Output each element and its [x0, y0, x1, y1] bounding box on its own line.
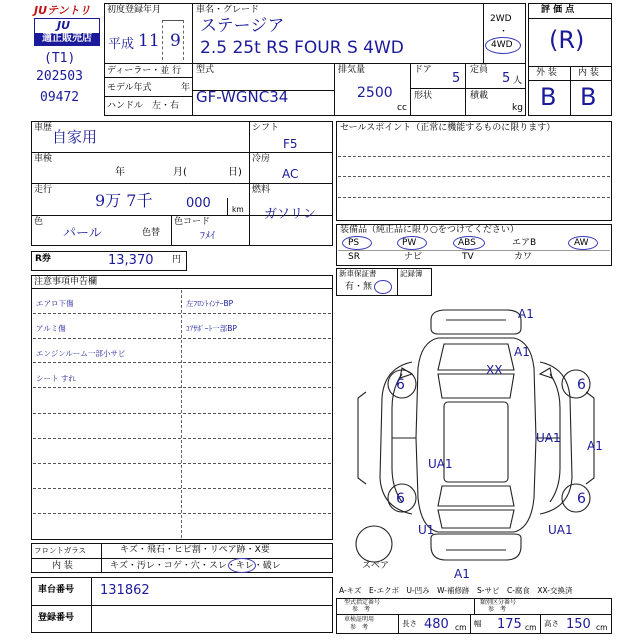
model-value: GF-WGNC34 [196, 88, 289, 106]
logo-brand-mid: JU [57, 19, 71, 32]
shaken-label: 車検 [34, 154, 53, 164]
height-value: 150 [566, 617, 591, 632]
width-value: 175 [497, 617, 522, 632]
interior-value: B [580, 83, 597, 111]
damage-mark-front-left-wheel: 6 [396, 377, 405, 393]
logo-brand-bottom: 適正販売店 [35, 33, 99, 45]
damage-mark-rear-right-quarter: UA1 [548, 523, 573, 537]
mileage-value2: 000 [186, 196, 211, 211]
engine-unit: cc [397, 103, 407, 113]
equipment-label: 装備品（純正品に限り○をつけてください） [340, 225, 519, 235]
mileage-unit: km [232, 205, 244, 214]
interior-sure-circle [228, 558, 256, 573]
cert-label: 車検証明用 [344, 616, 375, 623]
equip-sr: SR [348, 252, 360, 262]
engine-value: 2500 [357, 85, 393, 101]
logo-brand-top: JUテントリ [34, 4, 91, 17]
mileage-label: 走行 [34, 185, 53, 195]
doors-value: 5 [452, 71, 461, 86]
notes-box [31, 275, 333, 540]
load-label: 積載 [470, 91, 489, 101]
engine-label: 排気量 [338, 65, 366, 75]
damage-mark-right-door: UA1 [536, 431, 561, 445]
rating-value: (R) [549, 26, 585, 54]
note-right-1: 左ﾌﾛﾝﾄｲﾝﾅｰBP [186, 299, 234, 308]
recycle-label: R券 [35, 254, 51, 264]
note-right-2: ｺｱｻﾎﾟｰﾄ一部BP [186, 324, 237, 333]
shaken-day-unit: 日) [228, 167, 242, 178]
usage-label: 車歴 [34, 123, 53, 133]
stock-id: (T1) [44, 51, 76, 66]
sales-points-box [336, 121, 612, 221]
equip-leather: カワ [514, 252, 533, 262]
fuel-label: 燃料 [252, 185, 271, 195]
usage-value: 自家用 [52, 128, 98, 146]
doors-label: ドア [414, 65, 432, 75]
fuel-value: ガソリン [264, 207, 317, 222]
equip-aw: AW [574, 238, 589, 248]
stock-no1: 202503 [36, 69, 83, 84]
spare-label: スペア [362, 561, 390, 571]
sales-points-label: セールスポイント（正常に機能するものに限ります） [340, 123, 556, 133]
logo-badge [34, 18, 100, 46]
stock-no2: 09472 [40, 90, 80, 105]
model-label: 型式 [196, 65, 215, 75]
color-label: 色 [34, 217, 44, 227]
shaken-month-unit: 月( [173, 167, 187, 178]
height-label: 高さ [544, 619, 559, 628]
shift-value: F5 [283, 137, 298, 151]
shape-label: 形状 [414, 91, 433, 101]
car-name: ステージア [200, 16, 285, 36]
capacity-value: 5 [502, 71, 511, 86]
damage-mark-right-side: A1 [587, 439, 603, 453]
notes-label: 注意事項申告欄 [34, 277, 98, 287]
mileage-value: 9万 7千 [95, 191, 153, 210]
cert-sub: 参 考 [350, 624, 369, 631]
chassis-label: 車台番号 [38, 585, 75, 595]
handle-label: ハンドル 左・右 [107, 101, 180, 111]
note-left-2: アルミ傷 [36, 324, 66, 333]
ac-value: AC [282, 167, 299, 181]
registration-month: 9 [170, 31, 181, 51]
recycle-unit: 円 [172, 255, 182, 265]
ac-label: 冷房 [252, 154, 271, 164]
equip-pw: PW [402, 238, 417, 248]
equip-navi: ナビ [404, 252, 423, 262]
recycle-value: 13,370 [108, 253, 154, 268]
equip-ps-circle [342, 236, 372, 250]
damage-mark-rear-left-wheel: 6 [396, 491, 405, 507]
shift-label: シフト [252, 123, 280, 133]
damage-mark-left-door: UA1 [428, 457, 453, 471]
equip-pw-circle [397, 236, 427, 250]
rating-label: 評 価 点 [541, 5, 575, 15]
records-label: 記録簿 [400, 269, 423, 278]
registration-year: 11 [138, 31, 160, 51]
warranty-none-circle [374, 280, 392, 294]
color-code-label: 色コード [174, 217, 211, 227]
drive-4wd: 4WD [491, 40, 513, 50]
interior-label: 内 装 [578, 68, 599, 78]
damage-mark-rear-left-quarter: U1 [418, 523, 435, 537]
capacity-unit: 人 [513, 76, 523, 86]
chassis-value: 131862 [100, 583, 150, 598]
plate-label: 登録番号 [38, 613, 75, 623]
color-value: パール [63, 226, 102, 241]
type-sub: 参 考 [352, 606, 371, 613]
load-unit: kg [512, 103, 523, 113]
damage-mark-core-support: XX [486, 363, 503, 377]
dealer-label: ディーラー・並 行 [107, 66, 182, 76]
width-label: 幅 [474, 619, 482, 628]
name-label: 車名・グレード [196, 5, 260, 15]
damage-mark-rear-bumper: A1 [454, 567, 470, 581]
warranty-label: 新車保証書 [339, 269, 377, 278]
equip-aw-circle [568, 236, 598, 250]
damage-mark-front-right-wheel: 6 [577, 377, 586, 393]
class-label: 類別区分番号 [480, 599, 517, 606]
length-label: 長さ [402, 619, 417, 628]
color-change-label: 色替 [142, 228, 161, 238]
equip-tv: TV [462, 252, 474, 262]
class-sub: 参 考 [488, 606, 507, 613]
drive-dot: ・ [499, 27, 509, 37]
model-year-unit: 年 [181, 83, 191, 93]
capacity-label: 定員 [470, 65, 489, 75]
windshield-label: フロントガラス [34, 546, 87, 555]
equip-airbag: エアB [512, 238, 537, 248]
exterior-label: 外 装 [536, 68, 557, 78]
car-grade: 2.5 25t RS FOUR S 4WD [200, 38, 404, 58]
height-unit: cm [596, 623, 608, 632]
width-unit: cm [525, 623, 537, 632]
model-year-label: モデル年式 [107, 83, 152, 93]
drive-2wd: 2WD [490, 14, 512, 24]
equip-ps: PS [348, 238, 360, 248]
note-left-1: エアロ下傷 [36, 299, 74, 308]
length-unit: cm [455, 623, 467, 632]
interior-cond-label: 内 装 [52, 561, 73, 571]
color-code-value: ﾌﾒｲ [200, 231, 215, 242]
damage-mark-front-hood: A1 [514, 345, 530, 359]
note-left-4: シート すれ [36, 374, 76, 383]
note-left-3: エンジンルーム一部小サビ [36, 349, 126, 358]
type-label: 型式指定番号 [344, 599, 381, 606]
damage-mark-front-bumper: A1 [518, 307, 534, 321]
windshield-items: キズ・飛石・ヒビ割・リペア跡・X要 [120, 545, 270, 555]
equip-abs: ABS [458, 238, 476, 248]
registration-era: 平成 [108, 37, 135, 52]
registration-label: 初度登録年月 [107, 5, 162, 15]
shaken-year-unit: 年 [115, 167, 125, 178]
interior-cond-items: キズ・汚レ・コゲ・穴・スレ・キレ・破レ [110, 561, 281, 571]
equip-abs-circle [453, 236, 485, 250]
damage-legend: A-キズ E-エクボ U-凹み W-補修跡 S-サビ C-腐食 XX-交換済 [339, 586, 573, 595]
length-value: 480 [424, 617, 449, 632]
exterior-value: B [540, 83, 557, 111]
car-diagram [336, 298, 612, 582]
warranty-value: 有・無 [345, 282, 373, 292]
damage-mark-rear-right-wheel: 6 [577, 491, 586, 507]
